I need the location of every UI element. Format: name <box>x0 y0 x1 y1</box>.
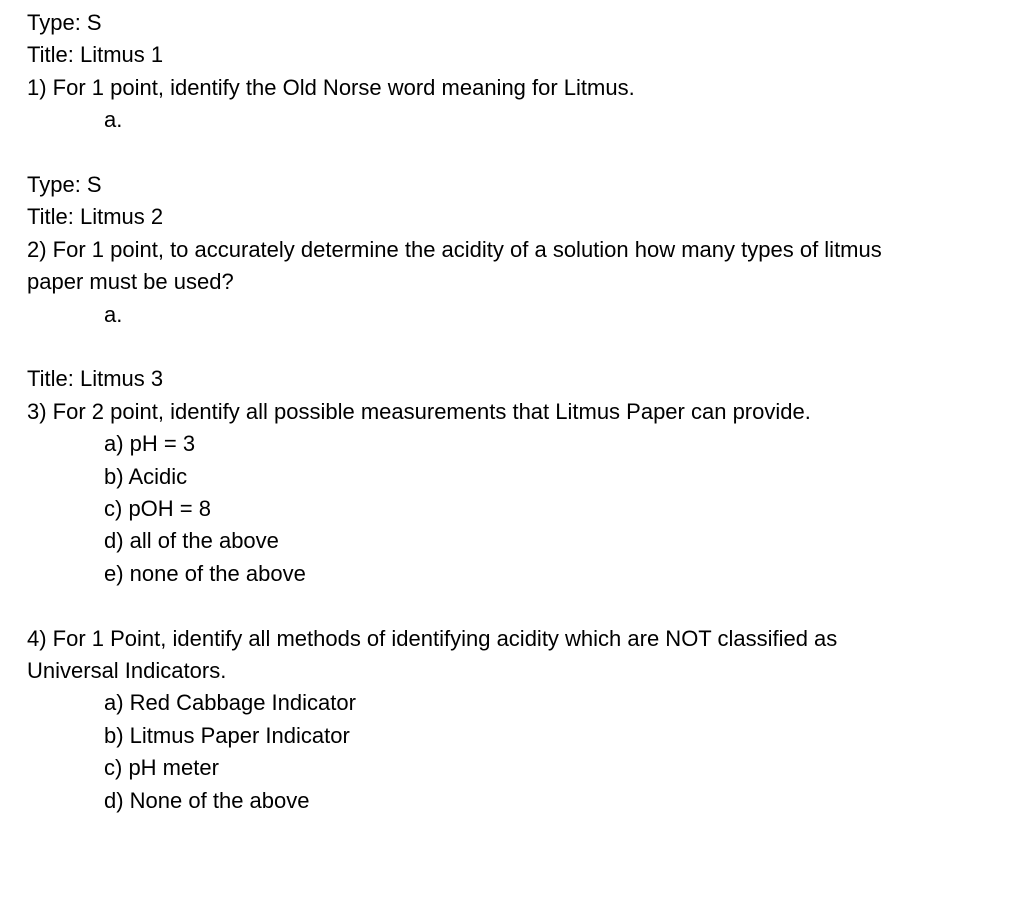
answer-option: a. <box>104 107 123 133</box>
question-4 <box>27 623 1002 817</box>
answer-option: c) pOH = 8 <box>104 496 211 522</box>
spacer <box>27 590 1002 622</box>
question-title: Title: Litmus 3 <box>27 366 164 392</box>
question-prompt-line: paper must be used? <box>27 269 234 295</box>
question-prompt-line: 4) For 1 Point, identify all methods of identifying acidity which are NOT classified as <box>27 625 838 651</box>
answer-option: b) Acidic <box>104 463 188 489</box>
question-title: Title: Litmus 2 <box>27 204 164 230</box>
question-prompt-line: Universal Indicators. <box>27 658 227 684</box>
answer-option: a) pH = 3 <box>104 431 196 457</box>
question-title: Title: Litmus 1 <box>27 42 164 68</box>
question-type: Type: S <box>27 172 102 198</box>
question-2 <box>27 169 1002 331</box>
spacer <box>27 331 1002 363</box>
answer-option: b) Litmus Paper Indicator <box>104 722 350 748</box>
question-prompt-line: 2) For 1 point, to accurately determine the acidity of a solution how many types of litmus <box>27 236 882 262</box>
question-type: Type: S <box>27 10 102 35</box>
question-prompt: 1) For 1 point, identify the Old Norse word meaning for Litmus. <box>27 74 635 100</box>
document-body <box>27 7 1002 817</box>
answer-option: e) none of the above <box>104 560 306 586</box>
answer-option: a) Red Cabbage Indicator <box>104 690 356 716</box>
answer-option: a. <box>104 301 123 327</box>
question-prompt: 3) For 2 point, identify all possible measurements that Litmus Paper can provide. <box>27 398 811 424</box>
answer-option: d) None of the above <box>104 787 310 813</box>
spacer <box>27 137 1002 169</box>
question-1 <box>27 7 1002 137</box>
answer-option: c) pH meter <box>104 755 219 781</box>
answer-option: d) all of the above <box>104 528 279 554</box>
question-3 <box>27 363 1002 590</box>
